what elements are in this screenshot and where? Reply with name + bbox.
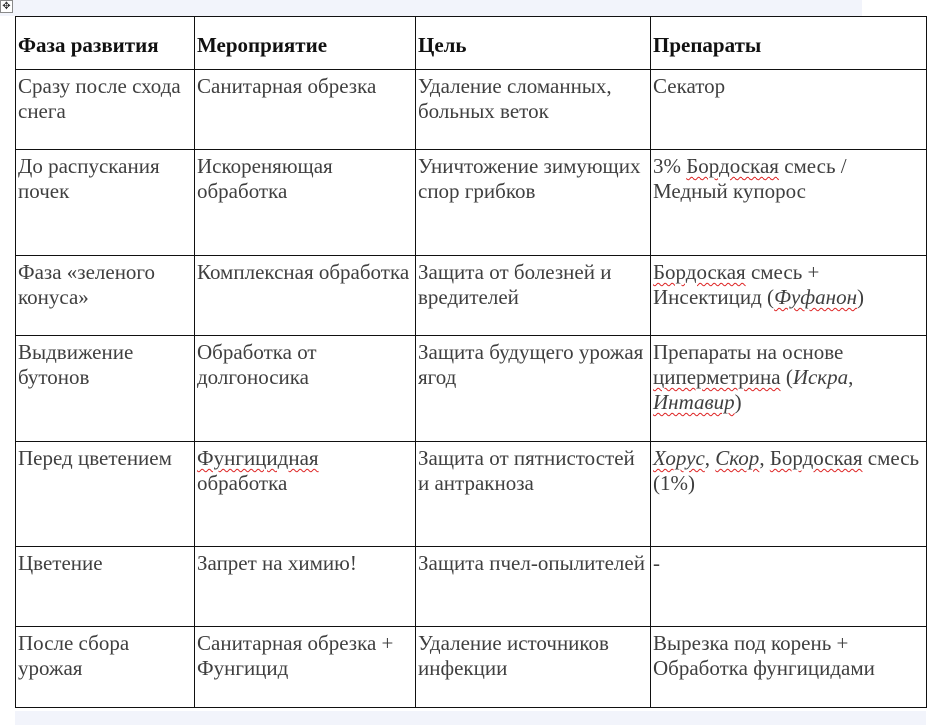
spell-error-word: Фунгицидная — [197, 446, 319, 470]
table-row — [16, 70, 927, 150]
cell-preparations[interactable] — [651, 442, 927, 547]
header-goal[interactable]: Цель — [416, 17, 651, 70]
cell-action[interactable]: Санитарная обрезка — [195, 70, 416, 150]
cell-phase[interactable]: Цветение — [16, 547, 195, 627]
table-move-handle-icon[interactable]: ✥ — [0, 0, 13, 13]
cell-phase[interactable]: Сразу после схода снега — [16, 70, 195, 150]
table-row — [16, 547, 927, 627]
prep-text: , — [759, 446, 770, 470]
cell-goal[interactable]: Уничтожение зимующих спор грибков — [416, 150, 651, 256]
header-phase[interactable]: Фаза развития — [16, 17, 195, 70]
prep-text: ) — [734, 390, 742, 414]
cell-phase[interactable]: После сбора урожая — [16, 627, 195, 708]
prep-text: , — [704, 446, 716, 470]
treatment-table — [15, 16, 927, 708]
prep-text: 3% — [653, 154, 687, 178]
spell-error-word: Бордоская — [653, 260, 746, 284]
cell-phase[interactable]: Перед цветением — [16, 442, 195, 547]
cell-preparations[interactable]: Вырезка под корень + Обработка фунгицидами — [651, 627, 927, 708]
table-row — [16, 442, 927, 547]
product-name: Хорус — [653, 446, 705, 470]
cell-preparations[interactable] — [651, 336, 927, 442]
table-row — [16, 627, 927, 708]
prep-text: , — [848, 365, 854, 389]
cell-preparations[interactable] — [651, 150, 927, 256]
cell-phase[interactable]: Выдвижение бутонов — [16, 336, 195, 442]
cell-action[interactable]: Обработка от долгоносика — [195, 336, 416, 442]
prep-text: ) — [857, 285, 865, 309]
spell-error-word: Бордоская — [769, 446, 863, 470]
cell-goal[interactable]: Защита от болезней и вредителей — [416, 256, 651, 336]
cell-goal[interactable]: Защита будущего урожая ягод — [416, 336, 651, 442]
page-background-strip — [0, 0, 862, 16]
table-header-row — [16, 17, 927, 70]
action-text: обработка — [197, 471, 288, 495]
next-page-strip — [15, 711, 926, 725]
product-name: Фуфанон — [774, 285, 858, 309]
prep-text: смесь (1%) — [653, 446, 920, 495]
cell-action[interactable]: Комплексная обработка — [195, 256, 416, 336]
cell-preparations[interactable]: - — [651, 547, 927, 627]
header-preparations[interactable]: Препараты — [651, 17, 927, 70]
table-row — [16, 256, 927, 336]
cell-preparations[interactable] — [651, 256, 927, 336]
header-action[interactable]: Мероприятие — [195, 17, 416, 70]
cell-preparations[interactable]: Секатор — [651, 70, 927, 150]
product-name: Искра — [792, 365, 849, 389]
prep-text: смесь + Инсектицид ( — [653, 260, 820, 309]
cell-goal[interactable]: Защита пчел-опылителей — [416, 547, 651, 627]
cell-phase[interactable]: До распускания почек — [16, 150, 195, 256]
table-row — [16, 150, 927, 256]
cell-goal[interactable]: Удаление источников инфекции — [416, 627, 651, 708]
cell-phase[interactable]: Фаза «зеленого конуса» — [16, 256, 195, 336]
product-name: Скор — [715, 446, 760, 470]
cell-action[interactable]: Запрет на химию! — [195, 547, 416, 627]
spell-error-word: циперметрина — [653, 365, 781, 389]
table-row — [16, 336, 927, 442]
spell-error-word: Бордоская — [686, 154, 779, 178]
cell-goal[interactable]: Удаление сломанных, больных веток — [416, 70, 651, 150]
cell-action[interactable] — [195, 442, 416, 547]
prep-text: Препараты на основе — [653, 340, 844, 364]
cell-action[interactable]: Искореняющая обработка — [195, 150, 416, 256]
cell-action[interactable]: Санитарная обрезка + Фунгицид — [195, 627, 416, 708]
cell-goal[interactable]: Защита от пятнистостей и антракноза — [416, 442, 651, 547]
product-name: Интавир — [653, 390, 735, 414]
prep-text: смесь / Медный купорос — [653, 154, 847, 203]
prep-text: ( — [780, 365, 793, 389]
